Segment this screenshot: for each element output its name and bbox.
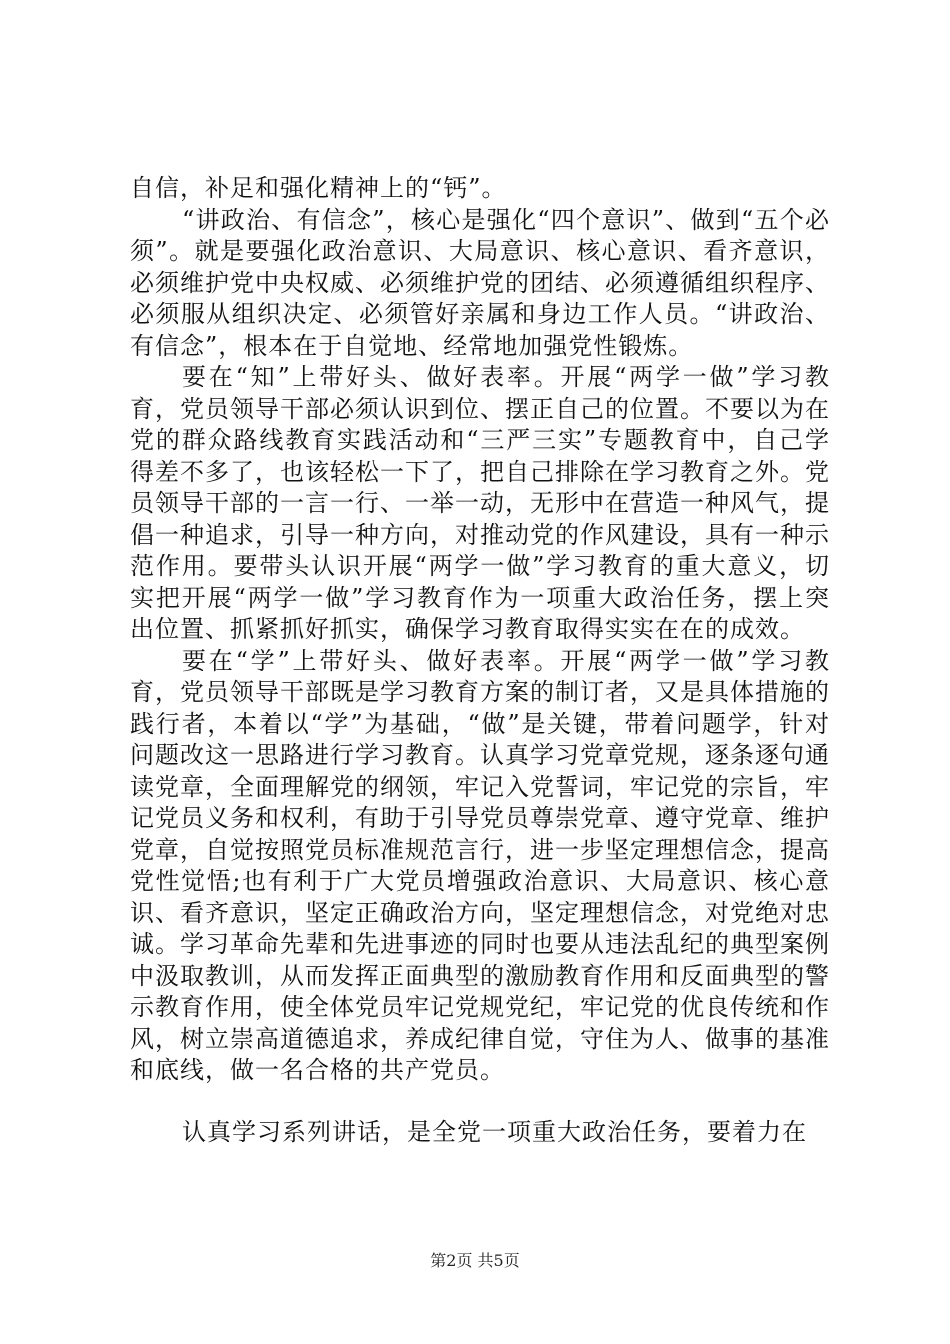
- page-number-footer: 第2页 共5页: [430, 1251, 520, 1270]
- paragraph-5: 认真学习系列讲话，是全党一项重大政治任务，要着力在: [182, 1117, 807, 1146]
- paragraph-3: 要在“知”上带好头、做好表率。开展“两学一做”学习教育，党员领导干部必须认识到位、摆正自己的位置。不要以为在党的群众路线教育实践活动和“三严三实”专题教育中，自己学得差不多了，也该轻松一下了，把自己排除在学习教育之外。党员领导干部的一言一行、一举一动，无形中在营造一种风气，提倡一种追求，引导一种方向，对推动党的作风建设，具有一种示范作用。要带头认识开展“两学一做”学习教育的重大意义，切实把开展“两学一做”学习教育作为一项重大政治任务，摆上突出位置、抓紧抓好抓实，确保学习教育取得实实在在的成效。: [130, 363, 830, 643]
- paragraph-1: 自信，补足和强化精神上的“钙”。: [130, 174, 507, 202]
- paragraph-2: “讲政治、有信念”，核心是强化“四个意识”、做到“五个必须”。就是要强化政治意识、大局意识、核心意识、看齐意识，必须维护党中央权威、必须维护党的团结、必须遵循组织程序、必须服从组织决定、必须管好亲属和身边工作人员。“讲政治、有信念”，根本在于自觉地、经常地加强党性锻炼。: [130, 205, 830, 360]
- document-body: [130, 173, 830, 1148]
- paragraph-4: 要在“学”上带好头、做好表率。开展“两学一做”学习教育，党员领导干部既是学习教育方案的制订者，又是具体措施的践行者，本着以“学”为基础，“做”是关键，带着问题学，针对问题改这一思路进行学习教育。认真学习党章党规，逐条逐句通读党章，全面理解党的纲领，牢记入党誓词，牢记党的宗旨，牢记党员义务和权利，有助于引导党员尊崇党章、遵守党章、维护党章，自觉按照党员标准规范言行，进一步坚定理想信念，提高党性觉悟;也有利于广大党员增强政治意识、大局意识、核心意识、看齐意识，坚定正确政治方向，坚定理想信念，对党绝对忠诚。学习革命先辈和先进事迹的同时也要从违法乱纪的典型案例中汲取教训，从而发挥正面典型的激励教育作用和反面典型的警示教育作用，使全体党员牢记党规党纪，牢记党的优良传统和作风，树立崇高道德追求，养成纪律自觉，守住为人、做事的基准和底线，做一名合格的共产党员。: [130, 646, 830, 1084]
